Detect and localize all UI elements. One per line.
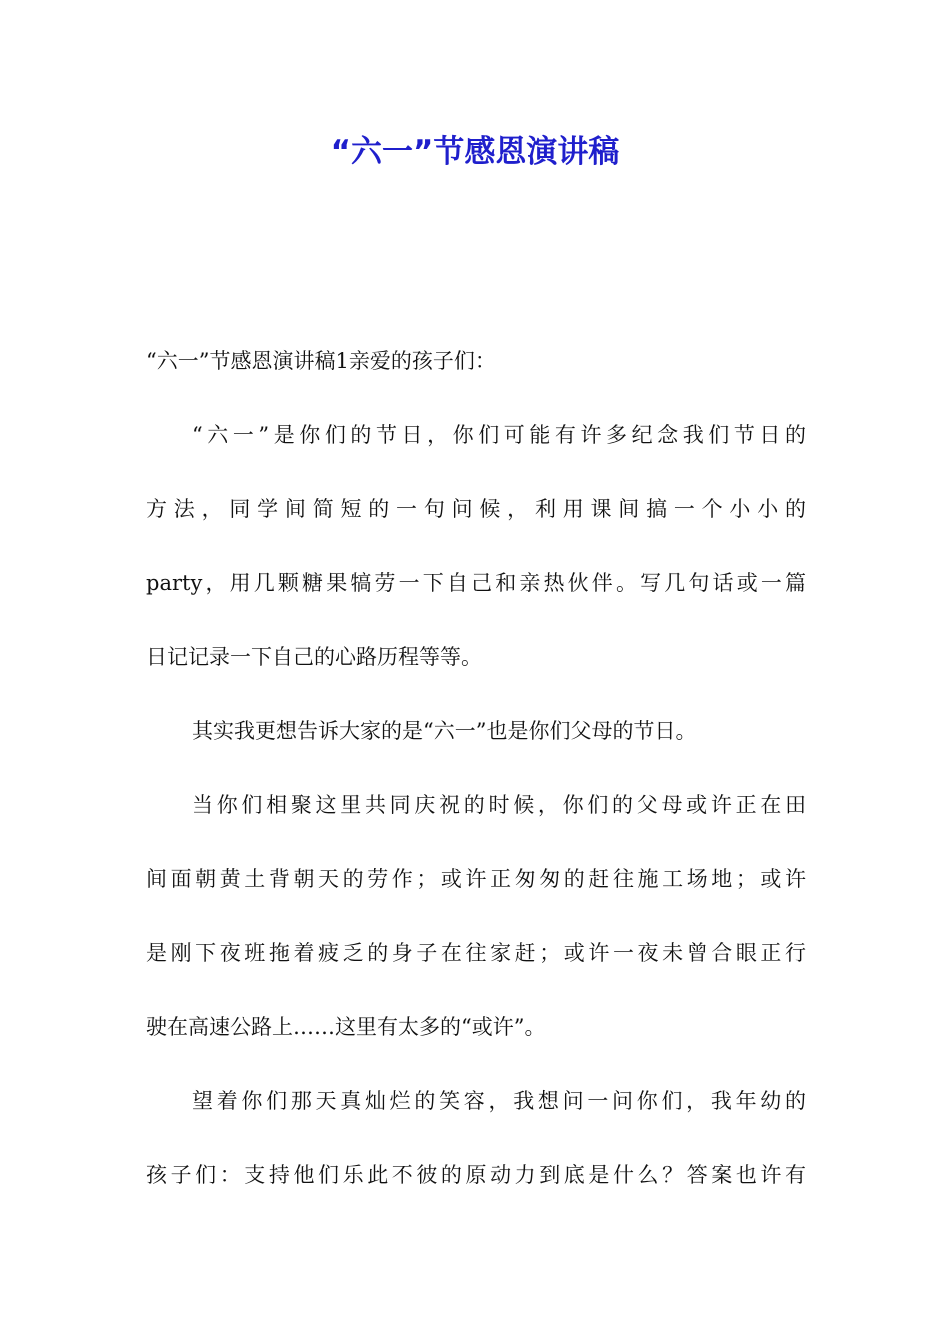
document-body bbox=[146, 334, 806, 1222]
paragraph-line: 方法，同学间简短的一句问候，利用课间搞一个小小的 bbox=[146, 497, 806, 521]
paragraph-line: “六一”是你们的节日，你们可能有许多纪念我们节日的 bbox=[192, 423, 806, 447]
paragraph-line: 驶在高速公路上……这里有太多的“或许”。 bbox=[146, 1015, 546, 1039]
paragraph-line: 其实我更想告诉大家的是“六一”也是你们父母的节日。 bbox=[192, 719, 697, 743]
document-title: “六一”节感恩演讲稿 bbox=[330, 134, 620, 170]
paragraph-line: 日记记录一下自己的心路历程等等。 bbox=[146, 645, 482, 669]
paragraph-line: “六一”节感恩演讲稿1亲爱的孩子们： bbox=[146, 349, 496, 373]
paragraph-line: 当你们相聚这里共同庆祝的时候，你们的父母或许正在田 bbox=[192, 793, 806, 817]
paragraph-line: 望着你们那天真灿烂的笑容，我想问一问你们，我年幼的 bbox=[192, 1089, 806, 1113]
paragraph-line: 间面朝黄土背朝天的劳作；或许正匆匆的赶往施工场地；或许 bbox=[146, 867, 806, 891]
paragraph-line: party，用几颗糖果犒劳一下自己和亲热伙伴。写几句话或一篇 bbox=[146, 571, 806, 595]
paragraph-line: 孩子们：支持他们乐此不彼的原动力到底是什么？答案也许有 bbox=[146, 1163, 806, 1187]
paragraph-line: 是刚下夜班拖着疲乏的身子在往家赶；或许一夜未曾合眼正行 bbox=[146, 941, 806, 965]
